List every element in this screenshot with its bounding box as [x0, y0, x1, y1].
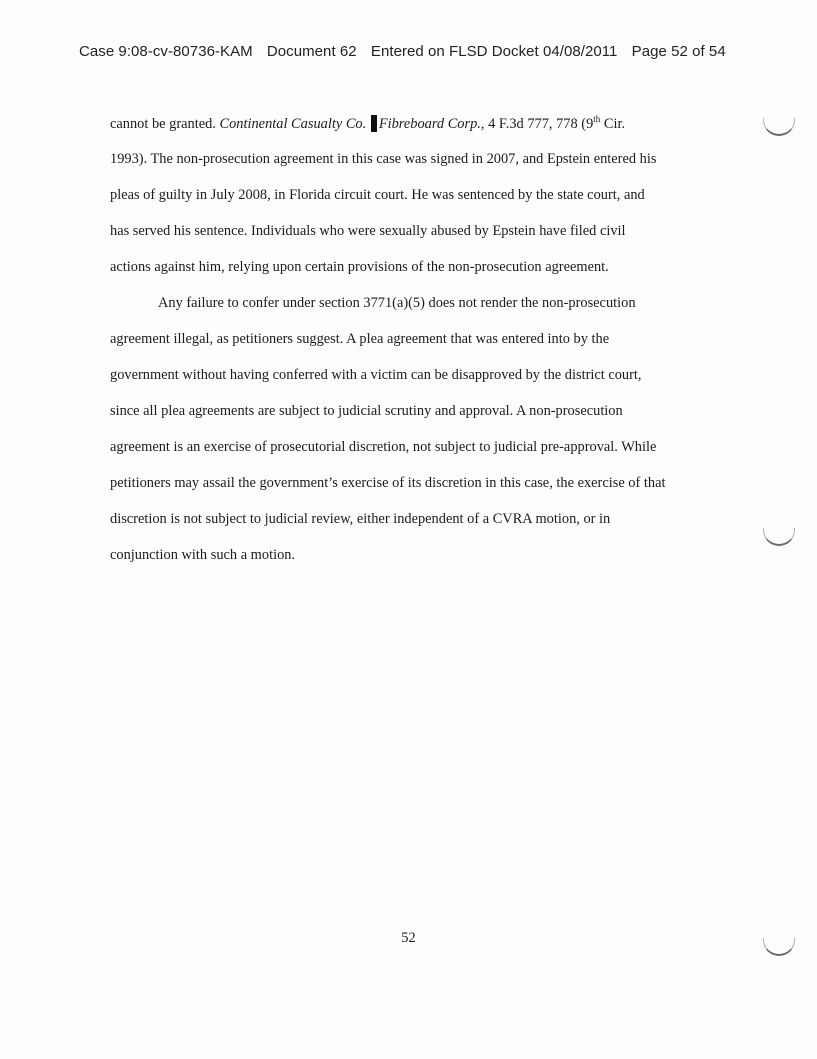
page-count: Page 52 of 54 — [631, 43, 726, 60]
page-number: 52 — [401, 930, 416, 946]
paragraph-1-line-4: has served his sentence. Individuals who were sexually abused by Epstein have filed civil — [110, 223, 626, 239]
binder-hole-mark — [763, 528, 795, 546]
text-segment: cannot be granted. — [110, 116, 216, 132]
redaction-mark — [371, 115, 377, 132]
case-number: Case 9:08-cv-80736-KAM — [79, 43, 253, 60]
docket-header — [79, 43, 736, 60]
binder-hole-mark — [763, 938, 795, 956]
paragraph-2-line-7: discretion is not subject to judicial review, either independent of a CVRA motion, or in — [110, 511, 611, 527]
docket-entry: Entered on FLSD Docket 04/08/2011 — [370, 43, 618, 60]
paragraph-2-line-5: agreement is an exercise of prosecutorial discretion, not subject to judicial pre-approval. While — [110, 439, 657, 455]
paragraph-2-line-6: petitioners may assail the government’s exercise of its discretion in this case, the exercise of that — [110, 475, 666, 491]
paragraph-1-line-2: 1993). The non-prosecution agreement in this case was signed in 2007, and Epstein entered his — [110, 151, 657, 167]
paragraph-2-line-3: government without having conferred with a victim can be disapproved by the district court, — [110, 367, 642, 383]
text-segment: , 4 F.3d 777, 778 (9 — [480, 116, 594, 132]
paragraph-2-line-1: Any failure to confer under section 3771(a)(5) does not render the non-prosecution — [158, 295, 636, 311]
document-number: Document 62 — [266, 43, 357, 60]
paragraph-2-line-4: since all plea agreements are subject to judicial scrutiny and approval. A non-prosecution — [110, 403, 623, 419]
paragraph-2-line-2: agreement illegal, as petitioners suggest. A plea agreement that was entered into by the — [110, 331, 610, 347]
case-citation-italic: Fibreboard Corp. — [378, 116, 481, 132]
superscript: th — [593, 114, 601, 125]
text-segment: Cir. — [600, 116, 626, 132]
paragraph-1-line-3: pleas of guilty in July 2008, in Florida circuit court. He was sentenced by the state court, and — [110, 187, 645, 203]
case-citation-italic: Continental Casualty Co. — [219, 116, 367, 132]
paragraph-1-line-5: actions against him, relying upon certain provisions of the non-prosecution agreement. — [110, 259, 609, 275]
binder-hole-mark — [763, 118, 795, 136]
paragraph-2-line-8: conjunction with such a motion. — [110, 547, 296, 563]
paragraph-1-line-1 — [110, 115, 625, 133]
